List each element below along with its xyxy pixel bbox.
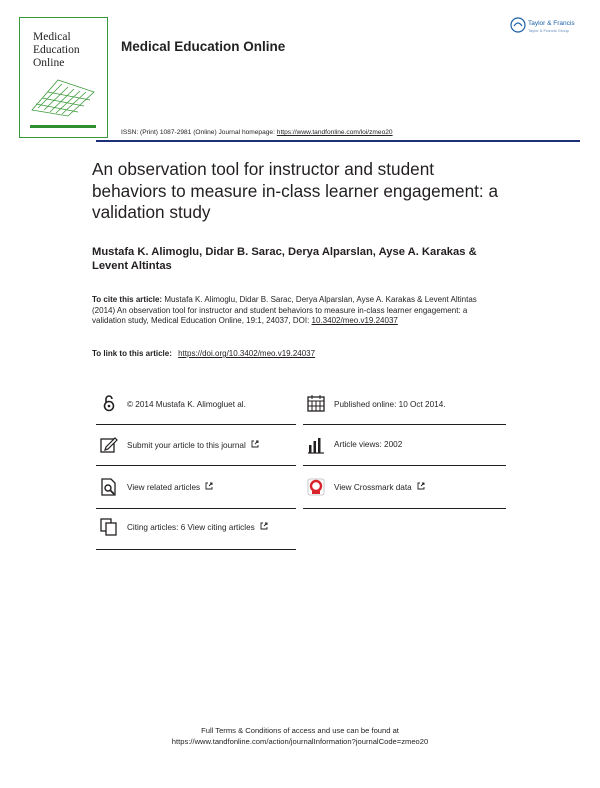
crossmark-cell[interactable] — [307, 478, 505, 516]
article-authors: Mustafa K. Alimoglu, Didar B. Sarac, Derya Alparslan, Ayse A. Karakas & Levent Altintas — [92, 246, 477, 272]
submit-article-link[interactable] — [127, 440, 259, 450]
crossmark-icon — [307, 478, 325, 496]
citing-articles-label: Citing articles: 6 View citing articles — [127, 523, 255, 532]
edit-icon — [100, 436, 118, 454]
divider — [303, 508, 506, 509]
open-access-icon — [100, 394, 118, 412]
citing-cell[interactable] — [100, 518, 296, 556]
cover-title — [33, 31, 103, 70]
doi-link[interactable]: 10.3402/meo.v19.24037 — [311, 316, 398, 326]
footer-terms-url[interactable]: https://www.tandfonline.com/action/journalInformation?journalCode=zmeo20 — [171, 737, 429, 746]
external-link-icon — [260, 522, 268, 530]
published-date: Published online: 10 Oct 2014. — [334, 400, 446, 409]
crossmark-link[interactable] — [334, 482, 425, 492]
submit-cell[interactable] — [100, 436, 296, 474]
copyright-cell — [100, 396, 296, 434]
crossmark-label: View Crossmark data — [334, 483, 412, 492]
article-link-line — [92, 349, 315, 358]
cover-title-line: Medical — [33, 31, 71, 43]
cover-title-line: Education — [33, 44, 80, 56]
cover-artwork — [28, 70, 100, 118]
calendar-icon — [307, 394, 325, 412]
article-title: An observation tool for instructor and student behaviors to measure in-class learner engagement: a validation study — [92, 159, 499, 222]
citation-block — [92, 295, 492, 327]
article-views: Article views: 2002 — [334, 440, 403, 449]
views-cell — [307, 436, 505, 474]
submit-article-label: Submit your article to this journal — [127, 441, 246, 450]
publisher-logo-text: Taylor & Francis — [528, 20, 575, 27]
divider — [96, 549, 296, 550]
link-label: To link to this article: — [92, 349, 175, 358]
publisher-logo[interactable] — [510, 16, 590, 38]
published-cell — [307, 396, 505, 434]
related-articles-link[interactable] — [127, 482, 213, 492]
divider — [303, 424, 506, 425]
external-link-icon — [251, 440, 259, 448]
journal-name[interactable]: Medical Education Online — [121, 39, 286, 54]
divider — [96, 465, 296, 466]
footer — [0, 725, 600, 747]
journal-cover — [19, 17, 108, 138]
citing-articles-icon — [100, 518, 118, 536]
article-doi-url[interactable]: https://doi.org/10.3402/meo.v19.24037 — [178, 349, 316, 358]
divider — [303, 465, 506, 466]
journal-homepage-link[interactable]: https://www.tandfonline.com/loi/zmeo20 — [276, 129, 393, 136]
copyright-text: © 2014 Mustafa K. Alimogluet al. — [127, 400, 246, 409]
publisher-logo-icon — [510, 17, 526, 33]
citation-label: To cite this article: — [92, 295, 163, 304]
publisher-logo-sub: Taylor & Francis Group — [528, 28, 569, 33]
bar-chart-icon — [307, 436, 325, 454]
cover-bar — [30, 125, 96, 128]
divider — [96, 508, 296, 509]
related-cell[interactable] — [100, 478, 296, 516]
divider — [96, 424, 296, 425]
issn-line — [121, 129, 393, 136]
footer-terms: Full Terms & Conditions of access and use can be found at — [201, 726, 399, 735]
citing-articles-link[interactable] — [127, 522, 268, 532]
header-rule — [96, 140, 580, 142]
external-link-icon — [205, 482, 213, 490]
issn-text: ISSN: (Print) 1087-2981 (Online) Journal homepage: — [121, 129, 277, 136]
external-link-icon — [417, 482, 425, 490]
citation-text: Mustafa K. Alimoglu, Didar B. Sarac, Derya Alparslan, Ayse A. Karakas & Levent Altintas (2014) An observation tool for instructor and student behaviors to measure in-class learner engagement: a validation study, Medical Education Online, 19:1, 24037, DOI: — [92, 295, 477, 326]
related-articles-icon — [100, 478, 118, 496]
cover-title-line: Online — [33, 57, 65, 69]
related-articles-label: View related articles — [127, 483, 201, 492]
